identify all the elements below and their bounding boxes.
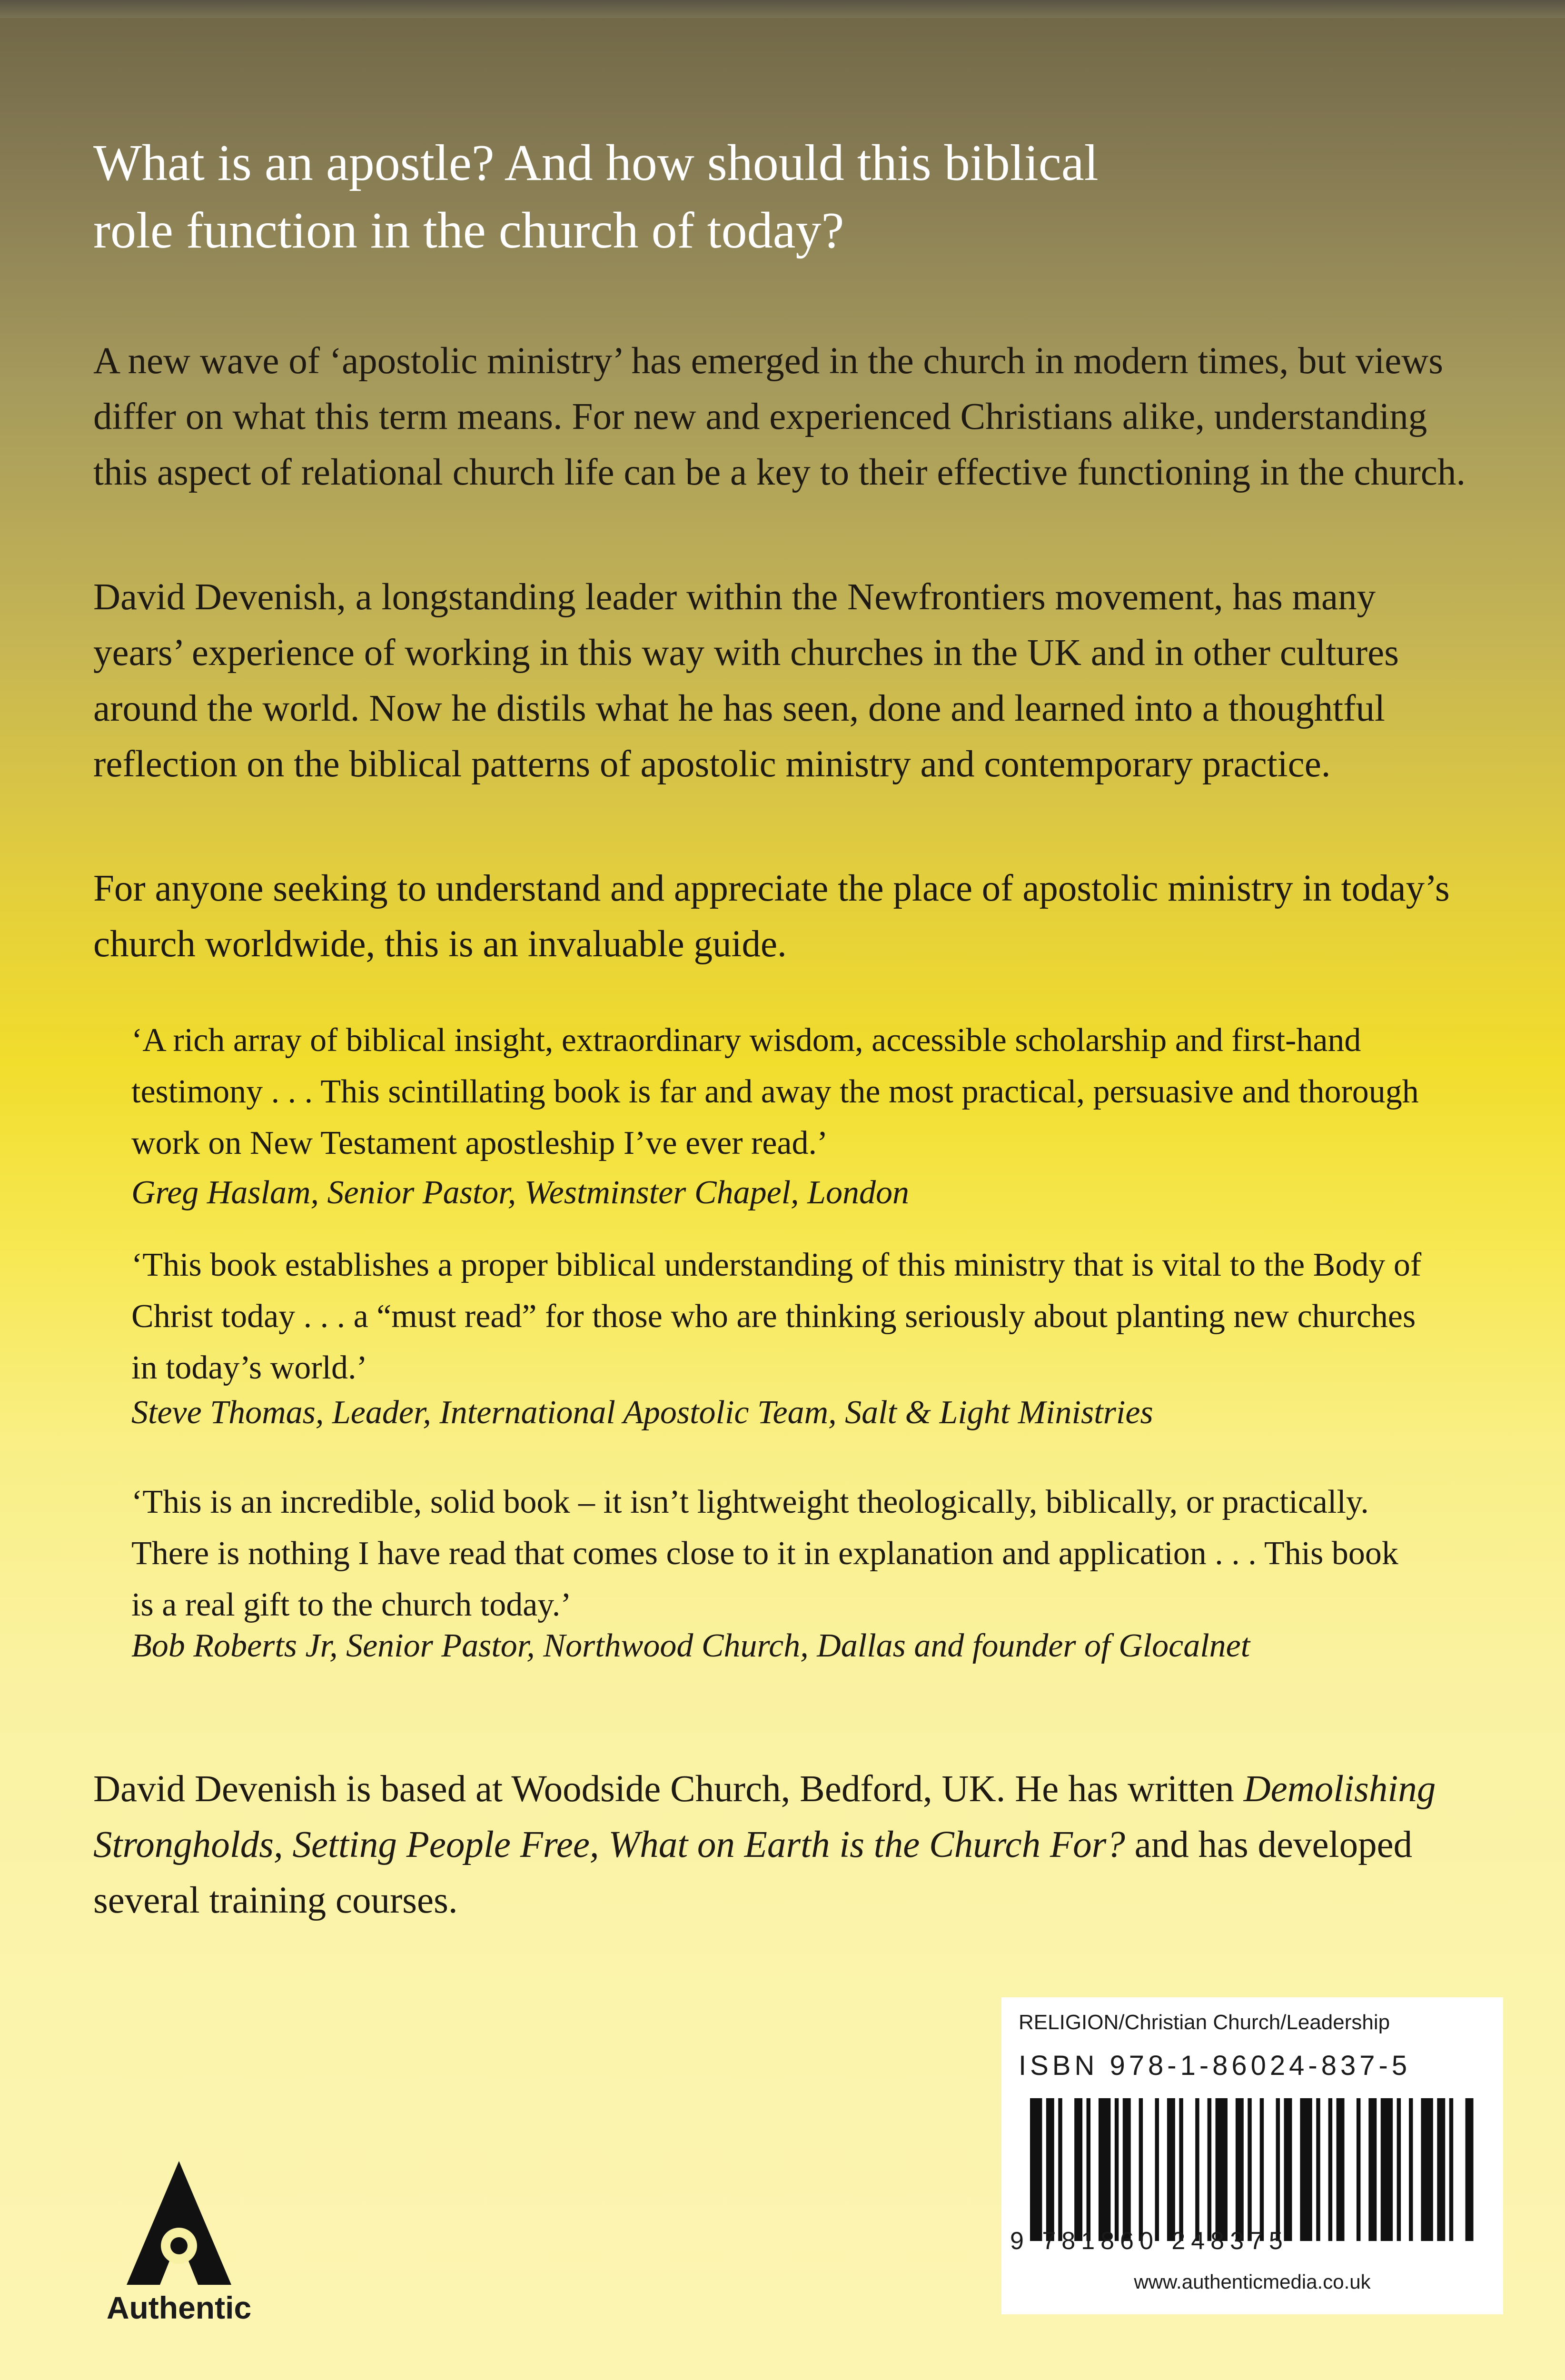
endorsement-attribution-1: Greg Haslam, Senior Pastor, Westminster Chapel, London [131, 1174, 910, 1211]
endorsement-attribution-2: Steve Thomas, Leader, International Apostolic Team, Salt & Light Ministries [131, 1394, 1153, 1431]
endorsement-quote-3: ‘This is an incredible, solid book – it isn’t lightweight theologically, biblically, or practically. There is nothing I have read that comes close to it in explanation and application . . . This book is a real gift to the church today.’ [131, 1484, 1398, 1623]
barcode-bar [1409, 2098, 1413, 2241]
top-edge [0, 0, 1565, 18]
barcode-bar [1437, 2098, 1445, 2241]
barcode-bar [1155, 2098, 1159, 2241]
blurb-paragraph-2: David Devenish, a longstanding leader within the Newfrontiers movement, has many years’ experience of working in this way with churches in the UK and in other cultures around the world. Now he distils what he has seen, done and learned into a thoughtful reflection on the biblical patterns of apostolic ministry and contemporary practice. [93, 576, 1399, 785]
barcode-bar [1195, 2098, 1199, 2241]
barcode-bar [1216, 2098, 1228, 2241]
barcode-bar [1030, 2098, 1042, 2241]
publisher-name: Authentic [106, 2290, 252, 2325]
barcode-digits: 9 781860 248375 [1010, 2227, 1288, 2255]
publisher-website: www.authenticmedia.co.uk [1134, 2271, 1371, 2293]
barcode-bar [1046, 2098, 1054, 2241]
barcode-bar [1284, 2098, 1292, 2241]
publisher-logo [93, 2161, 265, 2332]
barcode-bar [1381, 2098, 1393, 2241]
barcode-bar [1466, 2098, 1474, 2241]
barcode-bar [1397, 2098, 1401, 2241]
barcode-bar [1421, 2098, 1433, 2241]
isbn-label: ISBN 978-1-86024-837-5 [1019, 2050, 1411, 2081]
barcode-bar [1276, 2098, 1280, 2241]
barcode-bar [1368, 2098, 1377, 2241]
barcode-panel [1001, 1997, 1503, 2314]
barcode-bar [1115, 2098, 1119, 2241]
endorsement-attribution-3: Bob Roberts Jr, Senior Pastor, Northwood Church, Dallas and founder of Glocalnet [131, 1627, 1250, 1664]
barcode-bar [1337, 2098, 1345, 2241]
barcode-bar [1236, 2098, 1244, 2241]
barcode-bar [1074, 2098, 1082, 2241]
barcode-bar [1087, 2098, 1090, 2241]
headline-line-1: What is an apostle? And how should this biblical [93, 135, 1099, 191]
bio-book-titles: Demolishing Strongholds, Setting People Free, What on Earth is the Church For? [93, 1768, 1436, 1865]
bio-intro: David Devenish is based at Woodside Church, Bedford, UK. He has written [93, 1768, 1244, 1810]
barcode-bar [1357, 2098, 1360, 2241]
barcode-bar [1179, 2098, 1183, 2241]
barcode-bar [1058, 2098, 1062, 2241]
blurb-paragraph-3: For anyone seeking to understand and appreciate the place of apostolic ministry in today’s church worldwide, this is an invaluable guide. [93, 868, 1450, 965]
barcode-bar [1123, 2098, 1131, 2241]
blurb-paragraph-1: A new wave of ‘apostolic ministry’ has emerged in the church in modern times, but views differ on what this term means. For new and experienced Christians alike, understanding this aspect of relational church life can be a key to their effective functioning in the church. [93, 340, 1466, 493]
endorsement-quote-1: ‘A rich array of biblical insight, extraordinary wisdom, accessible scholarship and first-hand testimony . . . This scintillating book is far and away the most practical, persuasive and thorough work on New Testament apostleship I’ve ever read.’ [131, 1022, 1419, 1161]
barcode-bar [1167, 2098, 1175, 2241]
authentic-logo-icon [127, 2161, 231, 2285]
barcode-bar [1208, 2098, 1211, 2241]
barcode-bar [1300, 2098, 1312, 2241]
author-bio [93, 1761, 1474, 1928]
barcode-bar [1449, 2098, 1453, 2241]
barcode-bar [1139, 2098, 1143, 2241]
headline [93, 129, 1474, 265]
barcode-bar [1099, 2098, 1110, 2241]
barcode-bar [1316, 2098, 1320, 2241]
bio-outro: and has developed several training courses. [93, 1824, 1413, 1921]
category-label: RELIGION/Christian Church/Leadership [1019, 2011, 1390, 2034]
barcode-bar [1260, 2098, 1264, 2241]
barcode-bar [1328, 2098, 1332, 2241]
headline-line-2: role function in the church of today? [93, 202, 844, 259]
endorsement-quote-2: ‘This book establishes a proper biblical understanding of this ministry that is vital to the Body of Christ today . . . a “must read” for those who are thinking seriously about planting new churches in today’s world.’ [131, 1247, 1422, 1386]
barcode-bar [1248, 2098, 1251, 2241]
barcode-image [1030, 2098, 1477, 2241]
